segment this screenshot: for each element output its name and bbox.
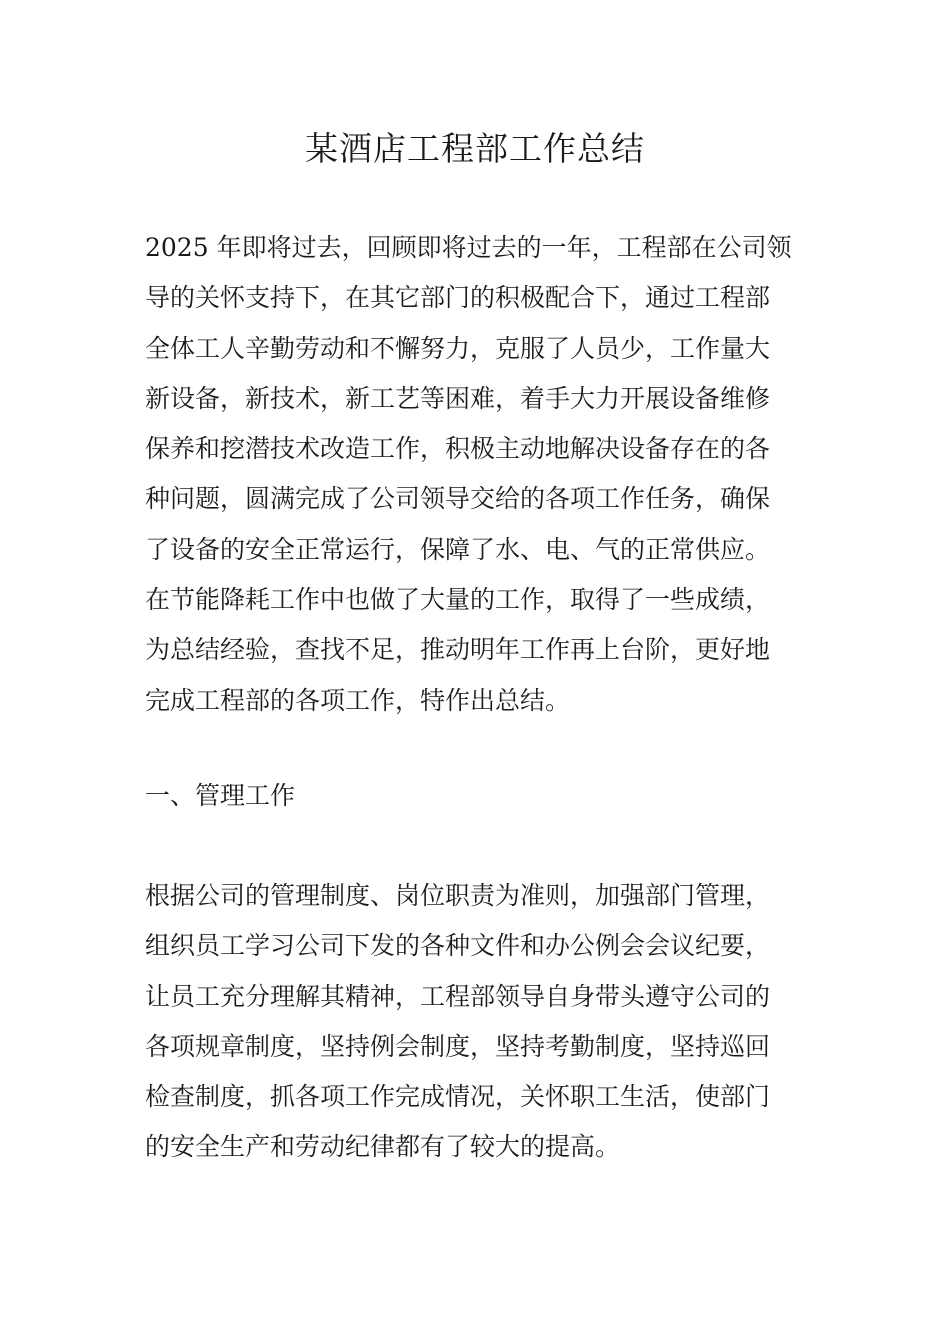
document-title: 某酒店工程部工作总结 bbox=[305, 129, 645, 168]
paragraph-line: 全体工人辛勤劳动和不懈努力，克服了人员少，工作量大 bbox=[145, 333, 771, 363]
management-paragraph bbox=[145, 871, 810, 1173]
paragraph-line: 导的关怀支持下，在其它部门的积极配合下，通过工程部 bbox=[145, 283, 771, 313]
paragraph-line: 组织员工学习公司下发的各种文件和办公例会会议纪要， bbox=[145, 931, 771, 961]
paragraph-line: 种问题，圆满完成了公司领导交给的各项工作任务，确保 bbox=[145, 484, 771, 514]
paragraph-line: 完成工程部的各项工作，特作出总结。 bbox=[145, 685, 571, 715]
section-heading bbox=[145, 771, 810, 821]
paragraph-line: 在节能降耗工作中也做了大量的工作，取得了一些成绩， bbox=[145, 585, 771, 615]
intro-paragraph bbox=[145, 223, 810, 726]
section-heading-text: 一、管理工作 bbox=[145, 781, 296, 810]
paragraph-line: 保养和挖潜技术改造工作，积极主动地解决设备存在的各 bbox=[145, 434, 771, 464]
paragraph-line: 各项规章制度，坚持例会制度，坚持考勤制度，坚持巡回 bbox=[145, 1031, 771, 1061]
paragraph-line: 新设备，新技术，新工艺等困难，着手大力开展设备维修 bbox=[145, 383, 771, 413]
paragraph-line: 2025 年即将过去，回顾即将过去的一年，工程部在公司领 bbox=[145, 233, 792, 262]
paragraph-line: 的安全生产和劳动纪律都有了较大的提高。 bbox=[145, 1132, 621, 1162]
paragraph-line: 让员工充分理解其精神，工程部领导自身带头遵守公司的 bbox=[145, 981, 771, 1011]
paragraph-line: 为总结经验，查找不足，推动明年工作再上台阶，更好地 bbox=[145, 635, 771, 665]
paragraph-line: 根据公司的管理制度、岗位职责为准则，加强部门管理， bbox=[145, 881, 771, 910]
paragraph-line: 检查制度，抓各项工作完成情况，关怀职工生活，使部门 bbox=[145, 1082, 771, 1112]
paragraph-line: 了设备的安全正常运行，保障了水、电、气的正常供应。 bbox=[145, 534, 771, 564]
